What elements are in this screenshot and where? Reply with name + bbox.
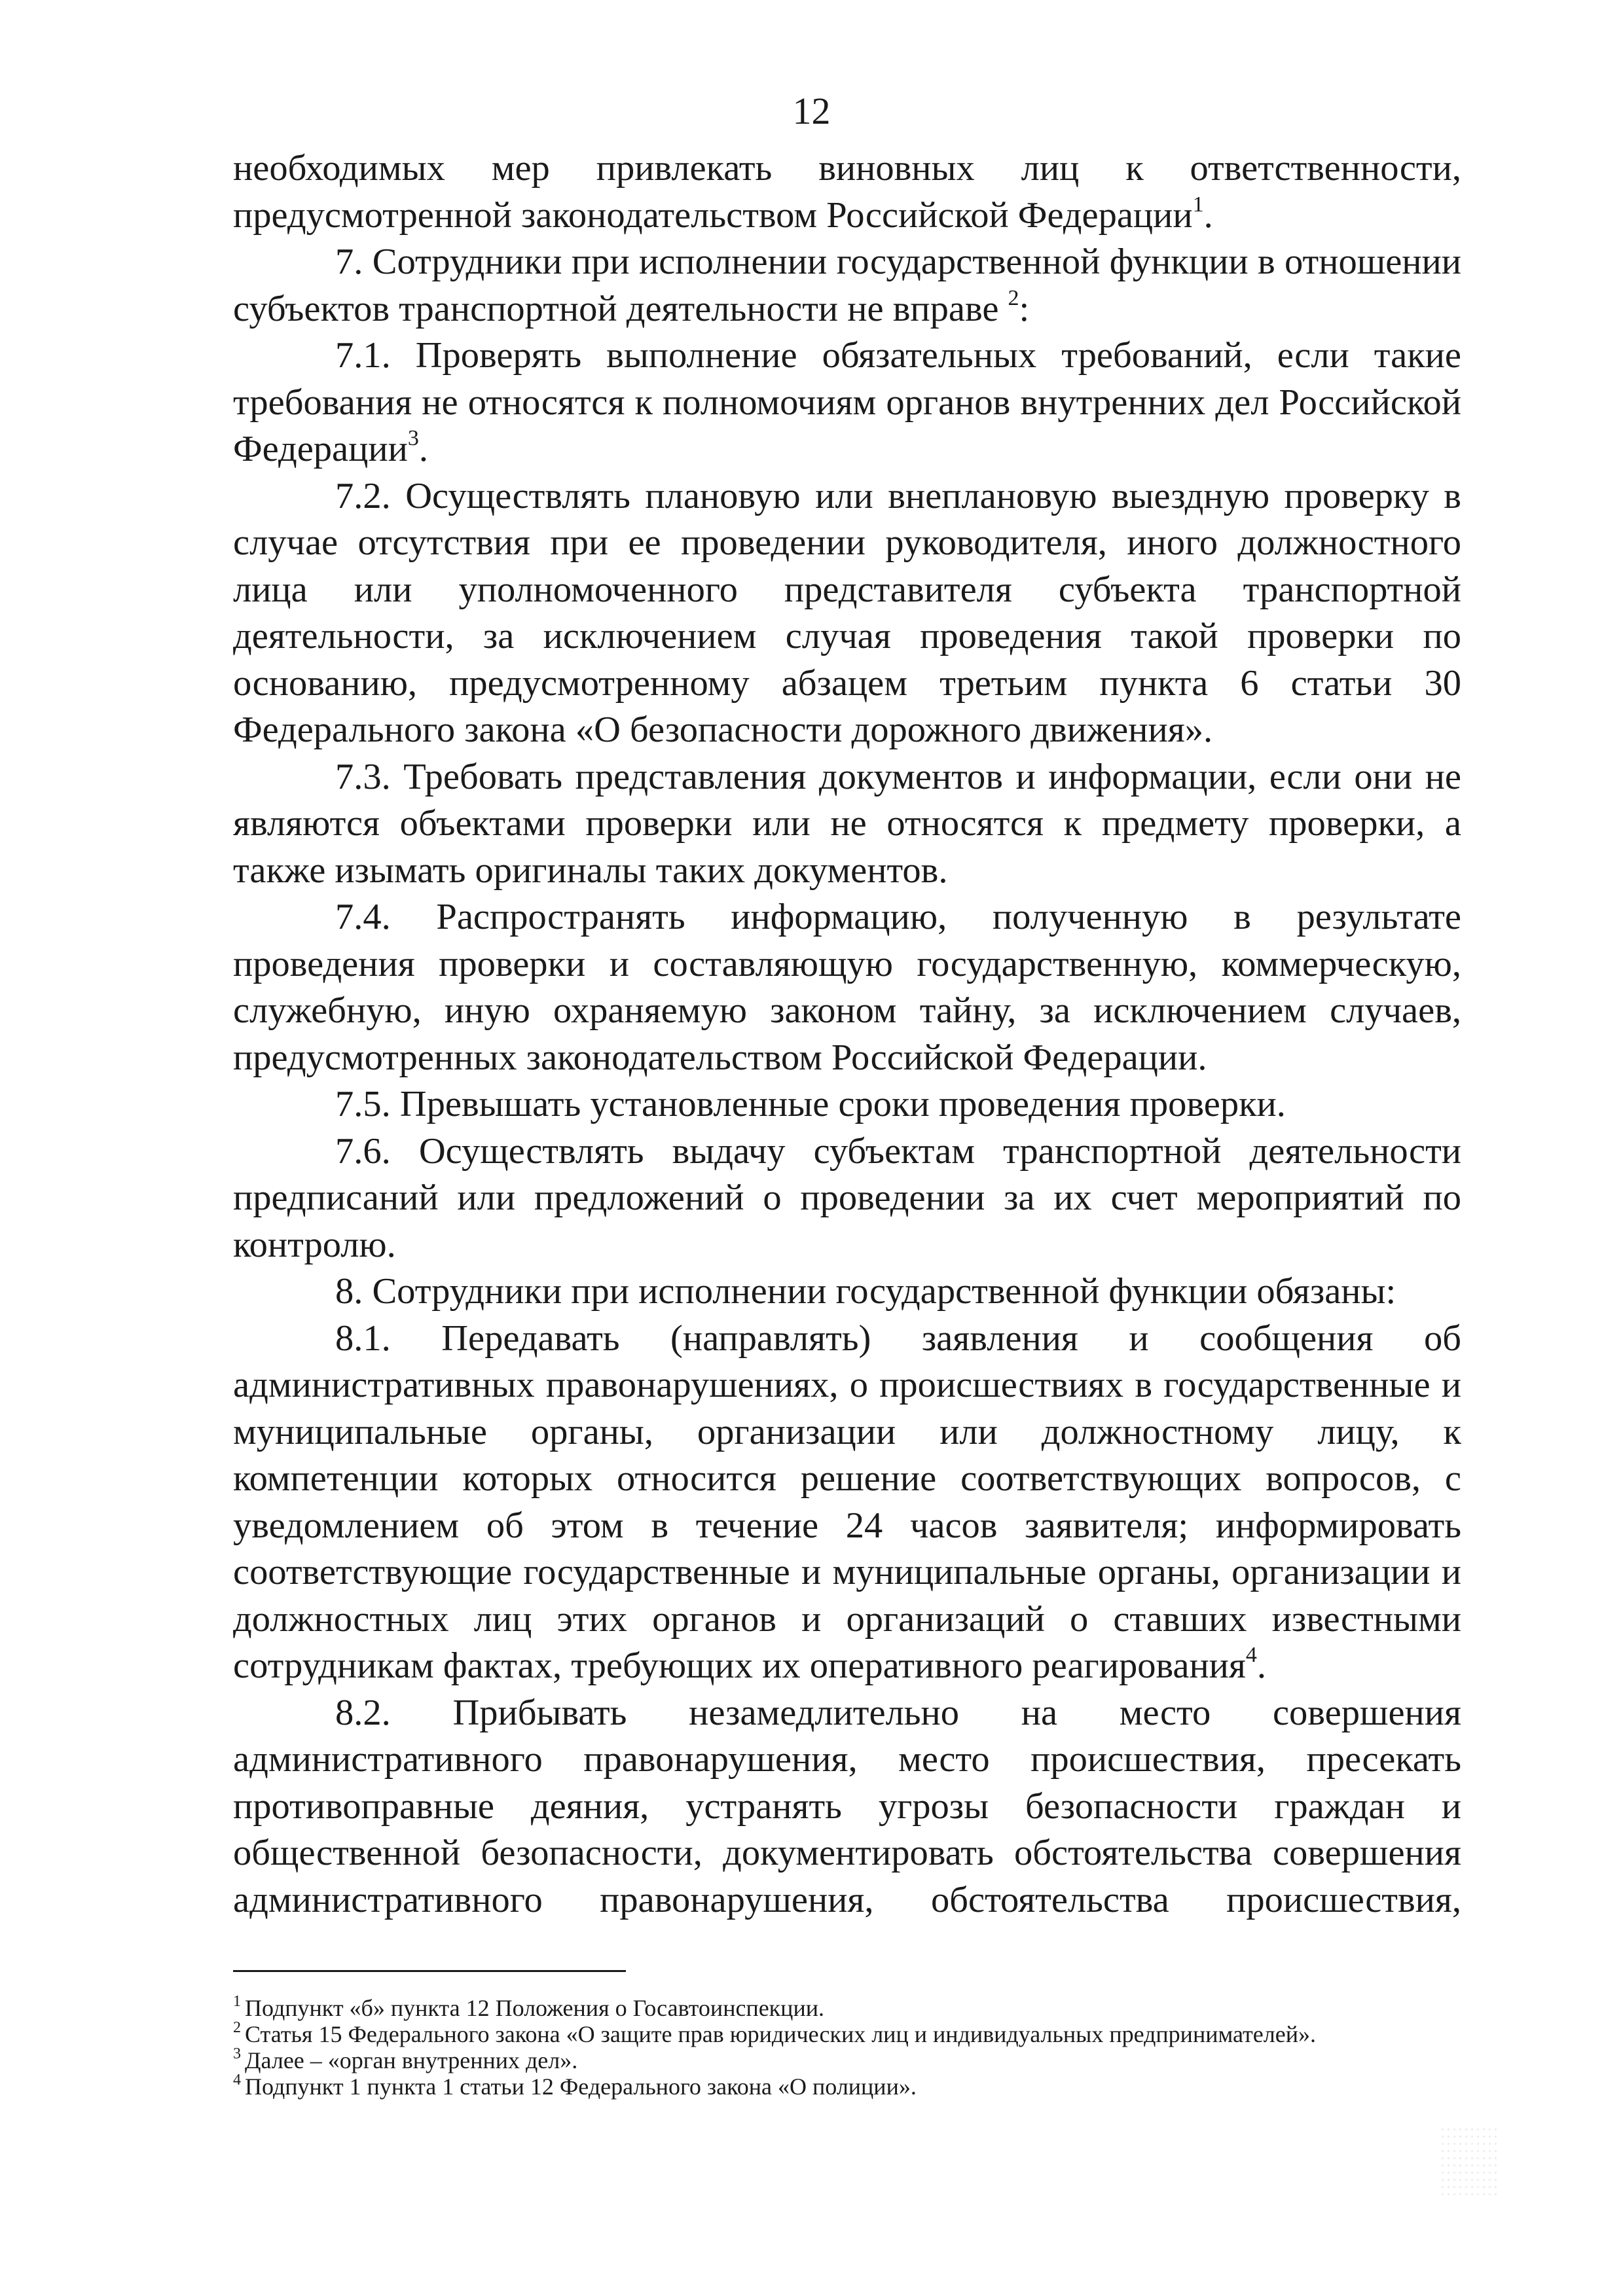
footnote-ref-4: 4 <box>1245 1643 1257 1668</box>
paragraph-8-1: 8.1. Передавать (направлять) заявления и сообщения об административных правонарушениях, о происшествиях в государственные и муниципальные органы, организации или должностному лицу, к компетенции которых относится решение соответствующих вопросов, с уведомлением об этом в течение 24 часов заявителя; информировать соответствующие государственные и муниципальные органы, организации и должностных лиц этих органов и организаций о ставших известными сотрудникам фактах, требующих их оперативного реагирования$^4$. <box>233 1318 1461 1686</box>
paragraph-7-1: 7.1. Проверять выполнение обязательных требований, если такие требования не относятся к полномочиям органов внутренних дел Российской Федерации$^3$. <box>233 335 1461 469</box>
footnote-2: $^2$ Статья 15 Федерального закона «О защите прав юридических лиц и индивидуальных предпринимателей». <box>233 2019 1316 2047</box>
paragraph-7-5: 7.5. Превышать установленные сроки проведения проверки. <box>335 1084 1286 1124</box>
footnote-1: $^1$ Подпункт «б» пункта 12 Положения о Госавтоинспекции. <box>233 1993 824 2021</box>
scan-noise <box>1440 2126 1499 2198</box>
paragraph-7-4: 7.4. Распространять информацию, полученную в результате проведения проверки и составляющую государственную, коммерческую, служебную, иную охраняемую законом тайну, за исключением случаев, предусмотренных законодательством Российской Федерации. <box>233 897 1461 1078</box>
paragraph-7-3: 7.3. Требовать представления документов и информации, если они не являются объектами проверки или не относятся к предмету проверки, а также изымать оригиналы таких документов. <box>233 756 1461 891</box>
footnotes <box>233 1995 1461 2100</box>
paragraph-7-6: 7.6. Осуществлять выдачу субъектам транспортной деятельности предписаний или предложений о проведении за их счет мероприятий по контролю. <box>233 1130 1461 1265</box>
page-number: 12 <box>792 90 831 132</box>
footnote-ref-1: 1 <box>1192 192 1204 217</box>
footnote-separator <box>233 1970 626 1972</box>
paragraph-7: 7. Сотрудники при исполнении государственной функции в отношении субъектов транспортной деятельности не вправе $^2$: <box>233 242 1461 329</box>
body-text <box>233 145 1461 1924</box>
footnote-ref-3: 3 <box>407 426 419 451</box>
paragraph-8: 8. Сотрудники при исполнении государственной функции обязаны: <box>335 1271 1396 1312</box>
footnote-3: $^3$ Далее – «орган внутренних дел». <box>233 2045 578 2073</box>
paragraph-0: необходимых мер привлекать виновных лиц к ответственности, предусмотренной законодательством Российской Федерации$^1$. <box>233 148 1461 236</box>
footnote-ref-2: 2 <box>1008 285 1019 310</box>
paragraph-8-2: 8.2. Прибывать незамедлительно на место совершения административного правонарушения, место происшествия, пресекать противоправные деяния, устранять угрозы безопасности граждан и общественной безопасности, документировать обстоятельства совершения административного правонарушения, обстоятельства происшествия, <box>233 1692 1461 1920</box>
footnote-4: $^4$ Подпункт 1 пункта 1 статьи 12 Федерального закона «О полиции». <box>233 2072 917 2100</box>
paragraph-7-2: 7.2. Осуществлять плановую или внеплановую выездную проверку в случае отсутствия при ее проведении руководителя, иного должностного лица или уполномоченного представителя субъекта транспортной деятельности, за исключением случая проведения такой проверки по основанию, предусмотренному абзацем третьим пункта 6 статьи 30 Федерального закона «О безопасности дорожного движения». <box>233 475 1461 750</box>
